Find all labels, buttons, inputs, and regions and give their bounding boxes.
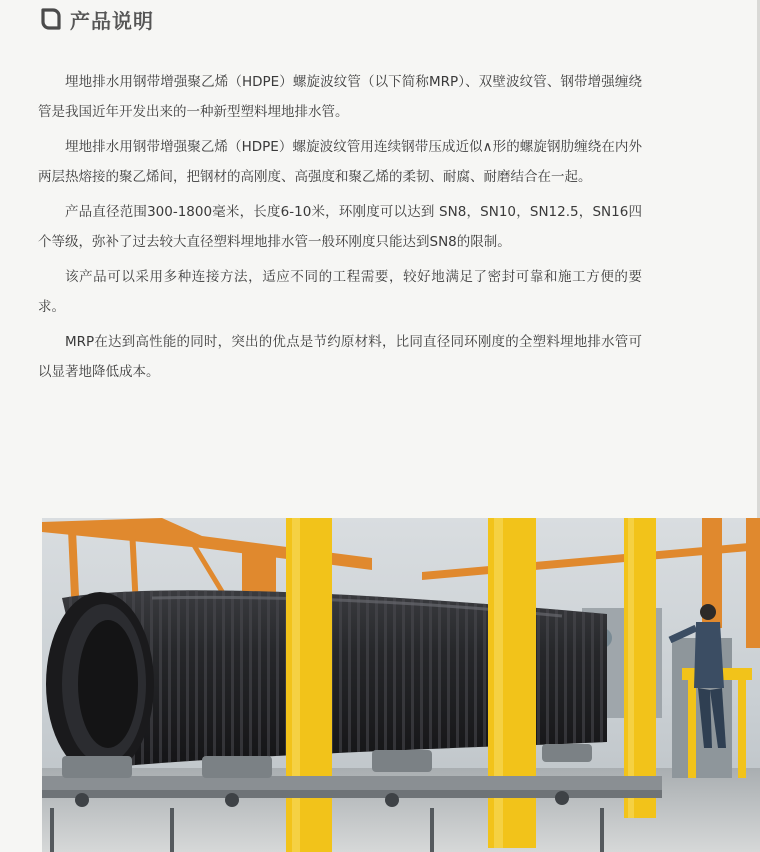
- paragraph: 埋地排水用钢带增强聚乙烯（HDPE）螺旋波纹管（以下简称MRP）、双壁波纹管、钢带增强缠绕管是我国近年开发出来的一种新型塑料埋地排水管。: [38, 74, 642, 120]
- section-header: [38, 6, 154, 32]
- paragraph: 该产品可以采用多种连接方法，适应不同的工程需要，较好地满足了密封可靠和施工方便的要求。: [38, 269, 642, 315]
- shield-outline-icon: [38, 7, 62, 31]
- pipe-production-illustration: [42, 518, 760, 852]
- paragraph: 产品直径范围300-1800毫米，长度6-10米，环刚度可以达到 SN8，SN10，SN12.5，SN16四个等级，弥补了过去较大直径塑料埋地排水管一般环刚度只能达到SN8的限制。: [38, 204, 642, 250]
- section-title: 产品说明: [70, 8, 154, 33]
- product-description: [38, 68, 642, 393]
- factory-pipe-photo: [42, 518, 760, 852]
- paragraph: MRP在达到高性能的同时，突出的优点是节约原材料，比同直径同环刚度的全塑料埋地排水管可以显著地降低成本。: [38, 334, 642, 380]
- paragraph: 埋地排水用钢带增强聚乙烯（HDPE）螺旋波纹管用连续钢带压成近似∧形的螺旋钢肋缠绕在内外两层热熔接的聚乙烯间，把钢材的高刚度、高强度和聚乙烯的柔韧、耐腐、耐磨结合在一起。: [38, 139, 642, 185]
